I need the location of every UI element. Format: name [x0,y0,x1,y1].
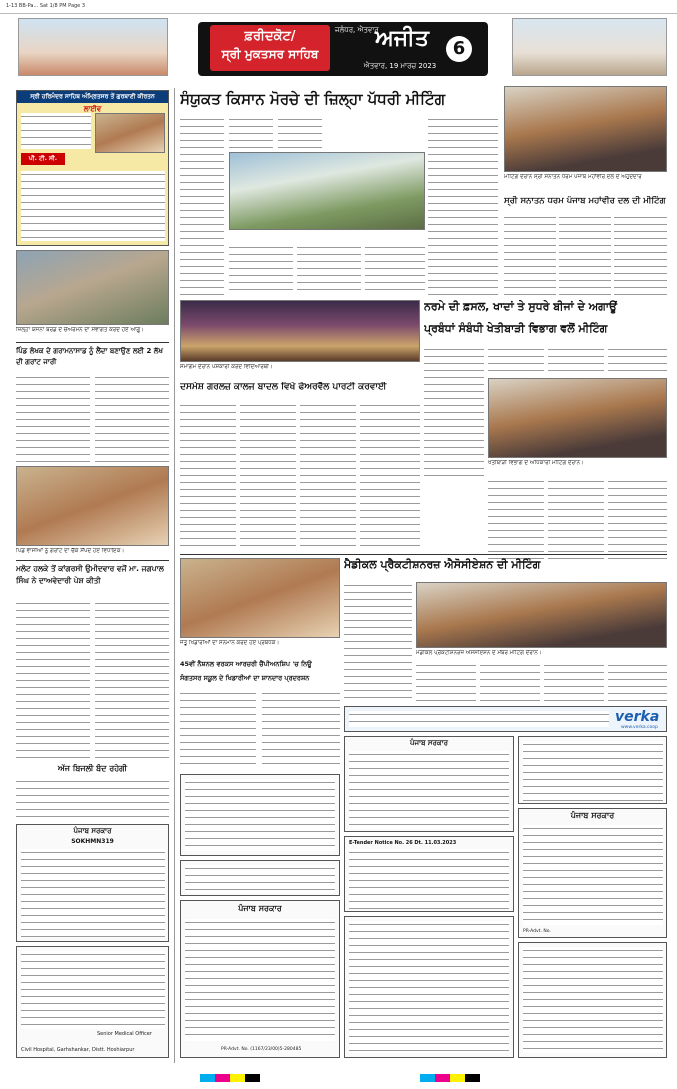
village-grant-text-col2 [95,374,169,464]
malout-candidate-headline: ਮਲੋਟ ਹਲਕੇ ਤੋਂ ਕਾਂਗਰਸੀ ਉਮੀਦਵਾਰ ਵਜੋਂ ਮਾ. ਜਗਪਾਲ ਸਿੰਘ ਨੇ ਦਾਅਵੇਦਾਰੀ ਪੇਸ਼ ਕੀਤੀ [16,564,164,585]
medical-text-col5 [608,662,667,702]
mid-notice-ad-2-body [185,865,335,893]
paper-name: ਅਜੀਤ [375,26,429,51]
sanatan-text-col2 [559,214,611,298]
left-gov-ad-body [21,849,165,937]
archery-text-col1 [180,690,256,770]
kisan-text-col3 [278,116,322,151]
agri-meeting-photo [488,378,667,458]
sender-title: Senior Medical Officer [97,1031,152,1037]
village-grant-text-col1 [16,374,90,464]
sanatan-text-col3 [614,214,667,298]
etender-body [349,849,509,909]
medical-text-col4 [544,662,604,702]
archery-headline-line2: ਸੰਗਤਸਰ ਸਕੂਲ ਦੇ ਖਿਡਾਰੀਆਂ ਦਾ ਸ਼ਾਨਦਾਰ ਪ੍ਰਦਰਸ਼ਨ [180,674,310,682]
medical-photo-caption: ਮੈਡੀਕਲ ਪ੍ਰੈਕਟੀਸ਼ਨਰਜ਼ ਐਸੋਸੀਏਸ਼ਨ ਦੇ ਮੈਂਬਰ ਮੀਟਿੰਗ ਦੌਰਾਨ। [416,650,542,656]
kisan-text-col5 [229,244,293,296]
agri-text-col3 [548,346,604,374]
archery-photo-caption: ਜੇਤੂ ਖਿਡਾਰੀਆਂ ਦਾ ਸਨਮਾਨ ਕਰਦੇ ਹੋਏ ਪ੍ਰਬੰਧਕ। [180,640,280,646]
power-cut-notice-headline: ਅੱਜ ਬਿਜਲੀ ਬੰਦ ਰਹੇਗੀ [57,764,128,773]
right-gov-ad-2-body [349,921,509,1053]
archery-text-col2 [262,690,340,770]
verka-url[interactable]: www.verka.coop [621,725,658,730]
etender-ad [344,836,514,912]
ptc-ad-text [21,113,91,149]
mid-gov-ad-pr: PR-Advt. No. (1167/23/00)5-280485 [221,1047,302,1052]
ptc-ad-body [21,171,165,241]
left-gov-ad [16,824,169,942]
left-gov-ad-code: SOKHMN319 [71,838,114,845]
masthead-left-photo [18,18,168,76]
agri-headline-line1: ਨਰਮੇ ਦੀ ਫ਼ਸਲ, ਖਾਦਾਂ ਤੇ ਸੁਧਰੇ ਬੀਜਾਂ ਦੇ ਅਗਾਊਂ [424,300,617,313]
ptc-badge: ਪੀ. ਟੀ. ਸੀ. [21,153,65,165]
mid-gov-ad [180,900,340,1058]
divider [16,560,169,561]
kisan-photo-caption [229,232,425,242]
sanatan-photo-caption: ਮੀਟਿੰਗ ਦੌਰਾਨ ਸ੍ਰੀ ਸਨਾਤਨ ਧਰਮ ਪੰਜਾਬ ਮਹਾਂਵੀਰ ਦਲ ਦੇ ਅਹੁਦੇਦਾਰ [504,174,642,180]
kisan-text-col1 [180,116,224,296]
kisan-text-col4 [428,116,498,296]
hospital-address: Civil Hospital, Garhshankar, Distt. Hoshiarpur [21,1047,135,1053]
right-gov-ad-2 [344,916,514,1058]
agri-text-col7 [608,478,667,560]
right-gov-ad-1-body [349,751,509,829]
village-grant-headline: ਪਿੰਡ ਲੇਖਕ ਦੇ ਗਰਾਮਨਾਸਾਡ ਨੂੰ ਲੈਂਦਾ ਬਣਾਉਣ ਲਈ 2 ਲੱਖ ਦੀ ਗਰਾਂਟ ਜਾਰੀ [16,347,163,366]
power-cut-notice-text [16,778,169,820]
verka-ad [344,706,667,732]
agri-text-col2 [488,346,544,374]
sanatan-dharam-headline: ਸ੍ਰੀ ਸਨਾਤਨ ਧਰਮ ਪੰਜਾਬ ਮਹਾਂਵੀਰ ਦਲ ਦੀ ਮੀਟਿੰਗ [504,196,666,206]
right-gov-ad-1-title: ਪੰਜਾਬ ਸਰਕਾਰ [409,739,448,747]
medical-meeting-photo [416,582,667,648]
archery-headline-line1: 45ਵੀਂ ਨੈਸ਼ਨਲ ਵਰਕਸ ਆਰਚਰੀ ਚੈਂਪੀਅਨਸ਼ਿਪ 'ਚ ਨਿਊ [180,660,312,668]
agri-headline-line2: ਪ੍ਰਬੰਧਾਂ ਸੰਬੰਧੀ ਖੇਤੀਬਾੜੀ ਵਿਭਾਗ ਵਲੋਂ ਮੀਟਿੰਗ [424,322,608,335]
divider [16,342,169,343]
archery-winners-photo [180,558,340,638]
column-rule [174,88,175,1063]
farewell-party-headline: ਦਸਮੇਸ਼ ਗਰਲਜ਼ ਕਾਲਜ ਬਾਦਲ ਵਿਖੇ ਫੇਅਰਵੈੱਲ ਪਾਰਟੀ ਕਰਵਾਈ [180,382,387,392]
color-registration-bar [420,1074,480,1082]
kisan-text-col6 [297,244,361,296]
right-bottom-notice-body [523,947,663,1053]
verka-logo: verka [615,709,660,725]
agri-text-col5 [488,478,544,560]
kisan-meeting-photo [229,152,425,230]
kisan-text-col2 [229,116,273,151]
verka-ad-text [349,711,609,727]
malout-text-col2 [95,600,169,760]
paper-subtitle: ਜਲੰਧਰ, ਐਤਵਾਰ [335,26,379,34]
right-small-ad [518,736,667,804]
mid-notice-ad-1 [180,774,340,856]
sanatan-dharam-photo [504,86,667,172]
left-gov-ad-title: ਪੰਜਾਬ ਸਰਕਾਰ [73,827,112,835]
issue-date: ਐਤਵਾਰ, 19 ਮਾਰਚ 2023 [363,62,437,70]
section-title-line2: ਸ੍ਰੀ ਮੁਕਤਸਰ ਸਾਹਿਬ [221,47,319,61]
mid-gov-ad-body [185,919,335,1041]
masthead-right-photo [512,18,667,76]
left-photo-caption: ਜ਼ਿਲ੍ਹਾ ਯੋਜਨਾ ਬੋਰਡ ਦੇ ਚੇਅਰਮੈਨ ਦਾ ਸਵਾਗਤ ਕਰਦੇ ਹੋਏ ਆਗੂ। [16,327,144,333]
print-info-strip: 1-13 BB-Pa... Sat 1/8 PM Page 3 [0,0,677,14]
page-number: 6 [446,36,472,62]
table-ad-pr: PR-Advt. No. [523,929,551,934]
color-registration-bar [200,1074,260,1082]
civil-hospital-ad [16,946,169,1058]
ptc-kirtan-ad [16,90,169,246]
grant-cheque-photo [16,466,169,546]
kisan-text-col7 [365,244,425,296]
ptc-ad-title: ਸ੍ਰੀ ਹਰਿਮੰਦਰ ਸਾਹਿਬ ਅੰਮ੍ਰਿਤਸਰ ਤੋਂ ਗੁਰਬਾਣੀ ਕੀਰਤਨ [17,91,168,103]
grant-photo-caption: ਪਿੰਡ ਵਾਸੀਆਂ ਨੂੰ ਗਰਾਂਟ ਦਾ ਚੈੱਕ ਸੌਂਪਦੇ ਹੋਏ ਵਿਧਾਇਕ। [16,548,125,554]
golden-temple-photo [95,113,165,153]
malout-text-col1 [16,600,90,760]
medical-text-col3 [480,662,540,702]
sanatan-text-col1 [504,214,556,298]
table-ad-body [523,825,663,925]
mid-gov-ad-title: ਪੰਜਾਬ ਸਰਕਾਰ [238,904,282,913]
chairman-welcome-photo [16,250,169,325]
etender-number: E-Tender Notice No. 26 Dt. 11.03.2023 [349,840,457,846]
farewell-text-col1 [180,402,236,550]
mid-notice-ad-2 [180,860,340,896]
section-title-line1: ਫ਼ਰੀਦਕੋਟ/ [244,29,296,44]
table-ad-title: ਪੰਜਾਬ ਸਰਕਾਰ [570,811,615,820]
kisan-morcha-headline: ਸੰਯੁਕਤ ਕਿਸਾਨ ਮੋਰਚੇ ਦੀ ਜ਼ਿਲ੍ਹਾ ਪੱਧਰੀ ਮੀਟਿੰਗ [180,90,446,108]
agri-text-col1 [424,346,484,478]
punjab-sarkar-table-ad [518,808,667,938]
civil-hospital-ad-body [21,951,165,1029]
medical-association-headline: ਮੈਡੀਕਲ ਪ੍ਰੈਕਟੀਸ਼ਨਰਜ਼ ਐਸੋਸੀਏਸ਼ਨ ਦੀ ਮੀਟਿੰਗ [344,558,541,571]
farewell-text-col3 [300,402,356,550]
agri-text-col6 [548,478,604,560]
agri-text-col4 [608,346,667,374]
medical-text-col1 [344,582,412,702]
right-small-ad-body [523,741,663,801]
farewell-text-col4 [360,402,420,550]
agri-photo-caption: ਖੇਤੀਬਾੜੀ ਵਿਭਾਗ ਦੇ ਅਧਿਕਾਰੀ ਮੀਟਿੰਗ ਦੌਰਾਨ। [488,460,584,466]
section-title [210,25,330,71]
medical-text-col2 [416,662,476,702]
college-stage-photo [180,300,420,362]
right-gov-ad-1 [344,736,514,832]
divider [180,554,667,555]
farewell-text-col2 [240,402,296,550]
ptc-ad-sub: ਲਾਈਵ [83,105,102,113]
stage-photo-caption: ਸਮਾਗਮ ਦੌਰਾਨ ਪੇਸ਼ਕਾਰੀ ਕਰਦੇ ਵਿਦਿਆਰਥੀ। [180,364,273,370]
right-bottom-notice [518,942,667,1058]
mid-notice-ad-1-body [185,779,335,851]
